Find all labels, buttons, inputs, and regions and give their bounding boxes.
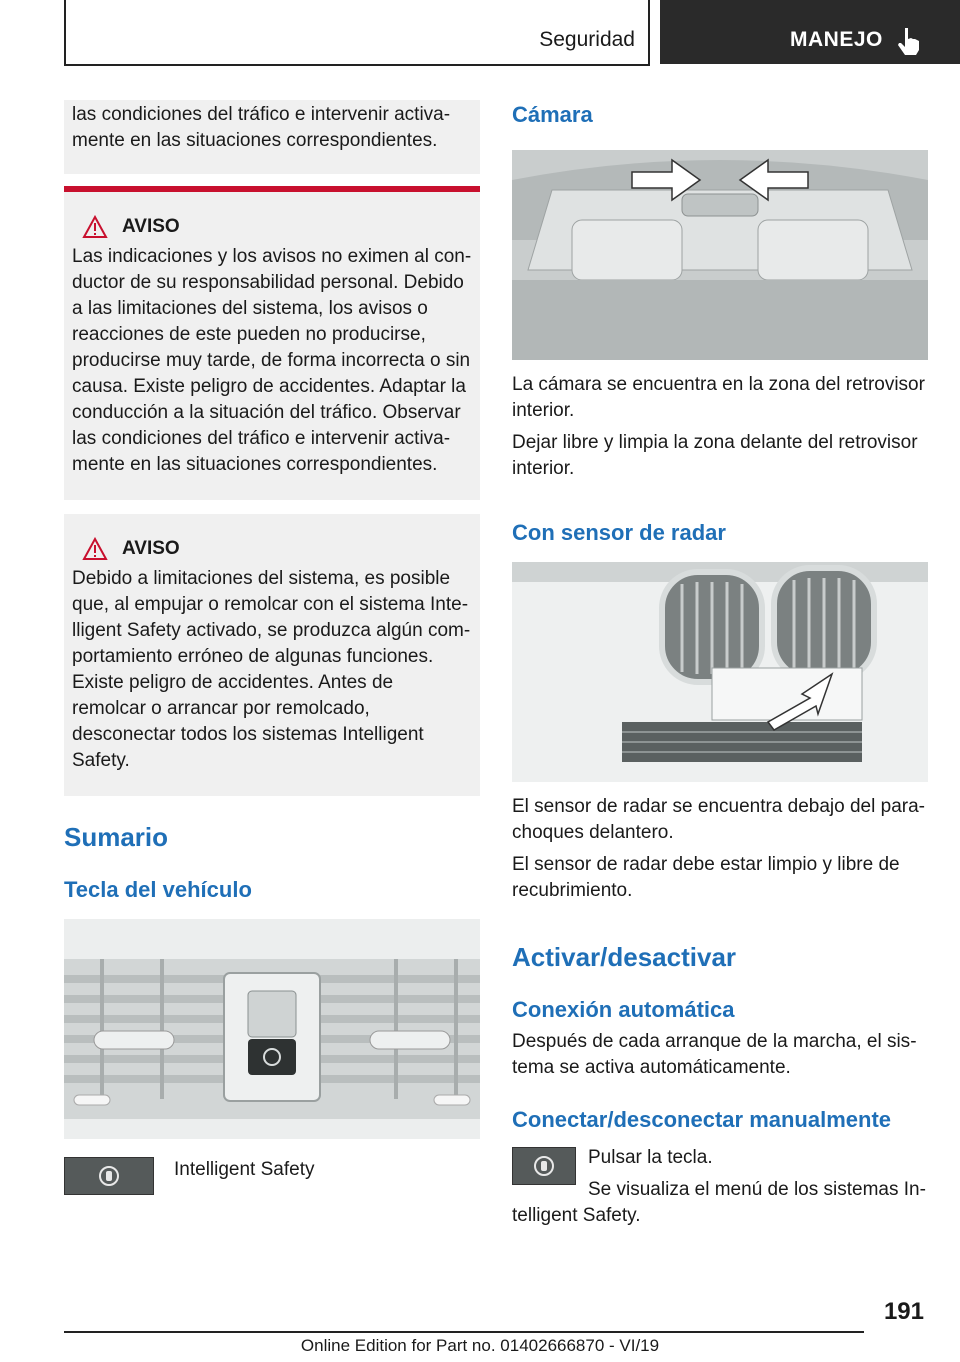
subheading-vehicle-key: Tecla del vehículo (64, 877, 252, 902)
footer-rule (64, 1331, 864, 1333)
warning-box-2 (64, 514, 480, 796)
warning-text: Las indicaciones y los avisos no eximen al conductor de su responsabilidad personal. Debido a las limitaciones del sistema, los avisos o reacciones de este pueden no producirse, producirse muy tarde, de forma incorrecta o sin causa. Existe peligro de accidentes. Adaptar la conducción a la situación del tráfico. Observar las condiciones del tráfico e intervenir activamente en las situaciones correspondientes. (72, 246, 472, 475)
warning-box-1 (64, 192, 480, 500)
vehicle-key-image (64, 919, 480, 1139)
warning-title: AVISO (122, 538, 180, 559)
intelligent-safety-icon (98, 1165, 120, 1187)
hand-pointer-icon (894, 26, 922, 56)
header-rule (64, 64, 650, 66)
intelligent-safety-button[interactable] (64, 1157, 154, 1195)
header-chapter-title: MANEJO (790, 28, 883, 51)
auto-text: Después de cada arranque de la marcha, el sistema se activa automáticamente. (512, 1031, 917, 1078)
radar-sensor-image (512, 562, 928, 782)
front-bumper-illustration (512, 562, 928, 782)
manual-instructions (512, 1145, 928, 1229)
key-legend-label: Intelligent Safety (174, 1159, 315, 1180)
camera-location-image (512, 150, 928, 360)
warning-header (72, 514, 472, 566)
intelligent-safety-icon (533, 1155, 555, 1177)
subheading-manual: Conectar/desconectar manualmente (512, 1107, 892, 1132)
warning-triangle-icon (82, 537, 108, 561)
warning-continuation (64, 100, 480, 174)
header-divider (648, 0, 650, 64)
warning-continuation-text: las condiciones del tráfico e intervenir activamente en las situaciones correspondientes. (72, 104, 451, 151)
subheading-auto: Conexión automática (512, 997, 735, 1022)
manual-text-1: Pulsar la tecla. (588, 1147, 713, 1168)
subheading-camera: Cámara (512, 102, 593, 127)
warning-text: Debido a limitaciones del sistema, es posible que, al empujar o remolcar con el sistema Intelligent Safety activado, se produzca algún comportamiento erróneo de algunas funciones. Existe peligro de accidentes. Antes de remolcar o arrancar por remolcado, desconectar todos los sistemas Intelligent Safety. (72, 568, 471, 771)
subheading-radar: Con sensor de radar (512, 520, 726, 545)
intelligent-safety-button[interactable] (512, 1147, 576, 1185)
header-section-title: Seguridad (539, 28, 635, 51)
manual-text-2: Se visualiza el menú de los sistemas Intelligent Safety. (512, 1179, 926, 1226)
header-left-border (64, 0, 66, 64)
camera-text-1: La cámara se encuentra en la zona del retrovisor interior. (512, 374, 925, 421)
page-number: 191 (883, 1298, 924, 1325)
key-legend-row (64, 1157, 480, 1195)
left-column (64, 100, 480, 1195)
edition-line: Online Edition for Part no. 01402666870 - VI/19 (300, 1336, 660, 1355)
warning-title: AVISO (122, 216, 180, 237)
radar-text-1: El sensor de radar se encuentra debajo del parachoques delantero. (512, 796, 925, 843)
dashboard-vent-illustration (64, 919, 480, 1139)
section-heading-activate: Activar/desactivar (512, 942, 737, 972)
right-column (512, 100, 928, 1229)
section-heading-summary: Sumario (64, 822, 169, 852)
warning-triangle-icon (82, 215, 108, 239)
radar-text-2: El sensor de radar debe estar limpio y libre de recubrimiento. (512, 854, 900, 901)
rear-window-illustration (512, 150, 928, 360)
camera-text-2: Dejar libre y limpia la zona delante del retrovisor interior. (512, 432, 918, 479)
warning-header (72, 192, 472, 244)
